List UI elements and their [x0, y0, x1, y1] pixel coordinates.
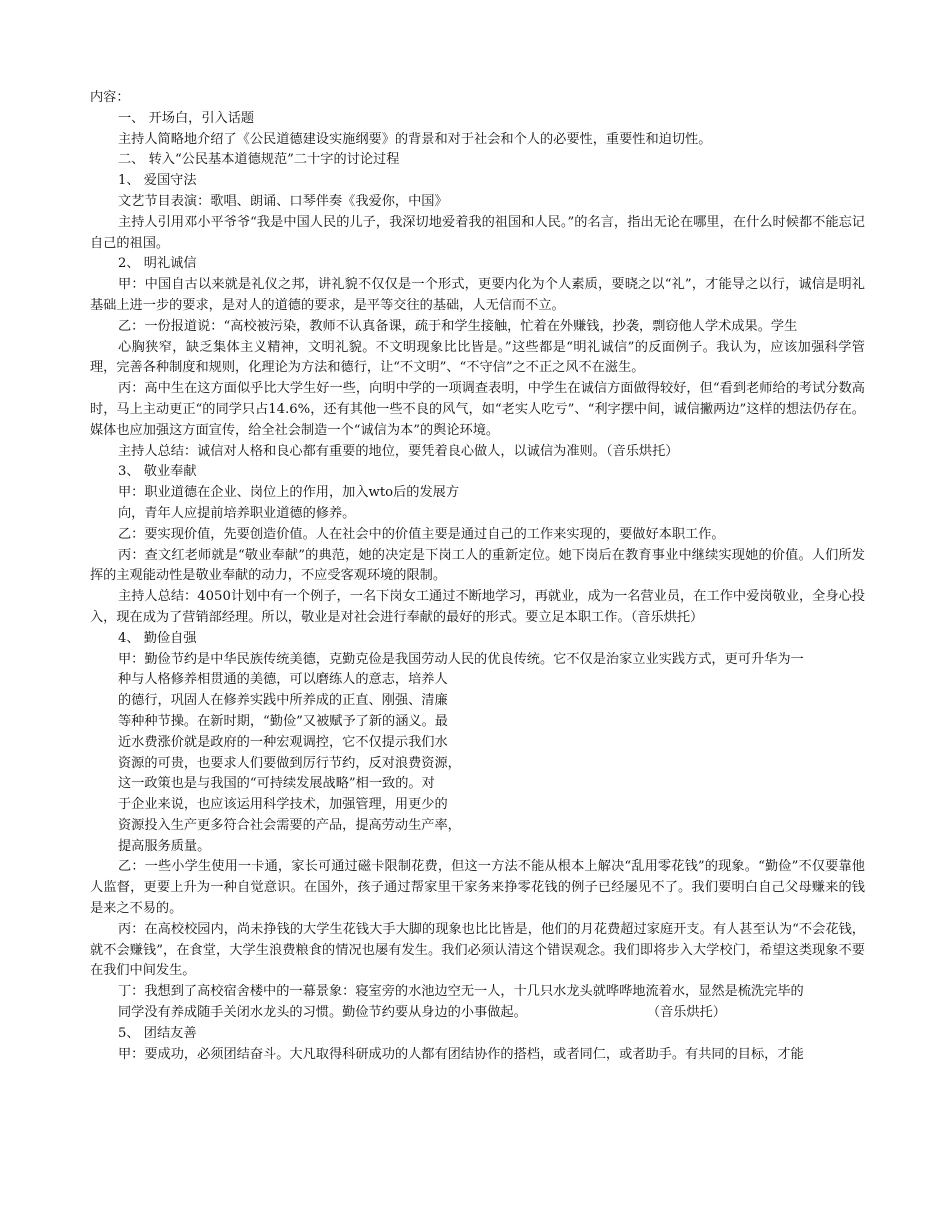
narrow-line: 近水费涨价就是政府的一种宏观调控，它不仅提示我们水	[118, 734, 448, 750]
narrow-line: 资源的可贵，也要求人们要做到厉行节约，反对浪费资源，	[118, 755, 461, 771]
item-5-heading: 5、 团结友善	[118, 1025, 197, 1041]
narrow-line: 提高服务质量。	[118, 838, 211, 854]
section-1-heading: 一、 开场白，引入话题	[118, 110, 255, 126]
item-3-host-summary: 主持人总结：4050计划中有一个例子，一名下岗女工通过不断地学习，再就业，成为一名营业员，在工作中爱岗敬业，全身心投入，现在成为了营销部经理。所以，敬业是对社会进行奉献的最好的形式。要立足本职工作。（音乐烘托）	[90, 589, 865, 625]
narrow-line: 这一政策也是与我国的“可持续发展战略”相一致的。对	[118, 776, 435, 792]
item-4-speaker-bing: 丙：在高校校园内，尚未挣钱的大学生花钱大手大脚的现象也比比皆是，他们的月花费超过家庭开支。有人甚至认为“不会花钱，就不会赚钱”，在食堂，大学生浪费粮食的情况也屡有发生。我们必须认清这个错误观念。我们即将步入大学校门，希望这类现象不要在我们中间发生。	[90, 921, 865, 979]
item-2-speaker-jia: 甲：中国自古以来就是礼仪之邦，讲礼貌不仅仅是一个形式，更要内化为个人素质，要晓之以“礼”，才能导之以行，诚信是明礼基础上进一步的要求，是对人的道德的要求，是平等交往的基础，人无信而不立。	[90, 277, 865, 313]
narrow-line: 的德行，巩固人在修养实践中所养成的正直、刚强、清廉	[118, 693, 448, 709]
ding-closing-text: 同学没有养成随手关闭水龙头的习惯。勤俭节约要从身边的小事做起。	[118, 1005, 527, 1021]
item-3-heading: 3、 敬业奉献	[118, 464, 197, 480]
item-4-speaker-ding-part2	[90, 1003, 865, 1024]
item-3-speaker-bing: 丙：查文红老师就是“敬业奉献”的典范，她的决定是下岗工人的重新定位。她下岗后在教育事业中继续实现她的价值。人们所发挥的主观能动性是敬业奉献的动力，不应受客观环境的限制。	[90, 547, 865, 584]
item-5-speaker-jia: 甲：要成功，必须团结奋斗。大凡取得科研成功的人都有团结协作的搭档，或者同仁，或者助手。有共同的目标，才能	[118, 1046, 804, 1062]
music-note: （音乐烘托）	[646, 1005, 726, 1021]
item-4-heading: 4、 勤俭自强	[118, 630, 197, 646]
item-1-heading: 1、 爱国守法	[118, 173, 197, 189]
item-4-speaker-yi: 乙：一些小学生使用一卡通，家长可通过磁卡限制花费，但这一方法不能从根本上解决“乱用零花钱”的现象。“勤俭”不仅要靠他人监督，更要上升为一种自觉意识。在国外，孩子通过帮家里干家务来挣零花钱的例子已经屡见不了。我们要明白自己父母赚来的钱是来之不易的。	[90, 859, 865, 917]
narrow-line: 于企业来说，也应该运用科学技术，加强管理，用更少的	[118, 797, 448, 813]
item-3-speaker-jia-part1: 甲：职业道德在企业、岗位上的作用，加入wto后的发展方	[118, 485, 460, 501]
section-2-heading: 二、 转入“公民基本道德规范”二十字的讨论过程	[118, 152, 400, 168]
item-2-speaker-bing: 丙：高中生在这方面似乎比大学生好一些，向明中学的一项调查表明，中学生在诚信方面做得较好，但“看到老师给的考试分数高时，马上主动更正“的同学只占14.6%，还有其他一些不良的风气，如“老实人吃亏”、“利字摆中间，诚信撇两边”这样的想法仍存在。媒体也应加强这方面宣传，给全社会制造一个“诚信为本”的舆论环境。	[90, 381, 865, 438]
item-1-host-quote: 主持人引用邓小平爷爷“我是中国人民的儿子，我深切地爱着我的祖国和人民。”的名言，指出无论在哪里，在什么时候都不能忘记自己的祖国。	[90, 214, 865, 251]
narrow-line: 种与人格修养相贯通的美德，可以磨练人的意志，培养人	[118, 672, 448, 688]
section-1-paragraph: 主持人简略地介绍了《公民道德建设实施纲要》的背景和对于社会和个人的必要性，重要性和迫切性。	[118, 131, 712, 147]
item-3-speaker-jia-part2: 向，青年人应提前培养职业道德的修养。	[118, 505, 356, 521]
item-2-host-summary: 主持人总结：诚信对人格和良心都有重要的地位，要凭着良心做人，以诚信为准则。（音乐烘托）	[118, 443, 679, 459]
item-3-speaker-yi: 乙：要实现价值，先要创造价值。人在社会中的价值主要是通过自己的工作来实现的，要做好本职工作。	[118, 526, 725, 542]
narrow-line: 资源投入生产更多符合社会需要的产品，提高劳动生产率，	[118, 817, 461, 833]
item-1-performance: 文艺节目表演：歌唱、朗诵、口琴伴奏《我爱你，中国》	[118, 193, 448, 209]
item-4-speaker-ding-part1: 丁：我想到了高校宿舍楼中的一幕景象：寝室旁的水池边空无一人，十几只水龙头就哗哗地流着水，显然是梳洗完毕的	[118, 984, 804, 1000]
narrow-line: 等种种节操。在新时期，“勤俭”又被赋予了新的涵义。最	[118, 713, 448, 729]
item-4-narrow-block	[90, 670, 500, 857]
item-2-speaker-yi-part2: 心胸狭窄，缺乏集体主义精神，文明礼貌。不文明现象比比皆是。”这些都是“明礼诚信”的反面例子。我认为，应该加强科学管理，完善各种制度和规则，化理论为方法和德行，让“不文明”、“不守信”之不正之风不在滋生。	[90, 339, 865, 376]
content-heading: 内容：	[90, 90, 130, 105]
item-2-heading: 2、 明礼诚信	[118, 256, 197, 272]
document-body	[90, 88, 865, 1065]
item-4-speaker-jia-intro: 甲：勤俭节约是中华民族传统美德，克勤克俭是我国劳动人民的优良传统。它不仅是治家立业实践方式，更可升华为一	[118, 651, 804, 667]
item-2-speaker-yi-part1: 乙：一份报道说：“高校被污染，教师不认真备课，疏于和学生接触，忙着在外赚钱，抄袭，剽窃他人学术成果。学生	[118, 318, 798, 334]
